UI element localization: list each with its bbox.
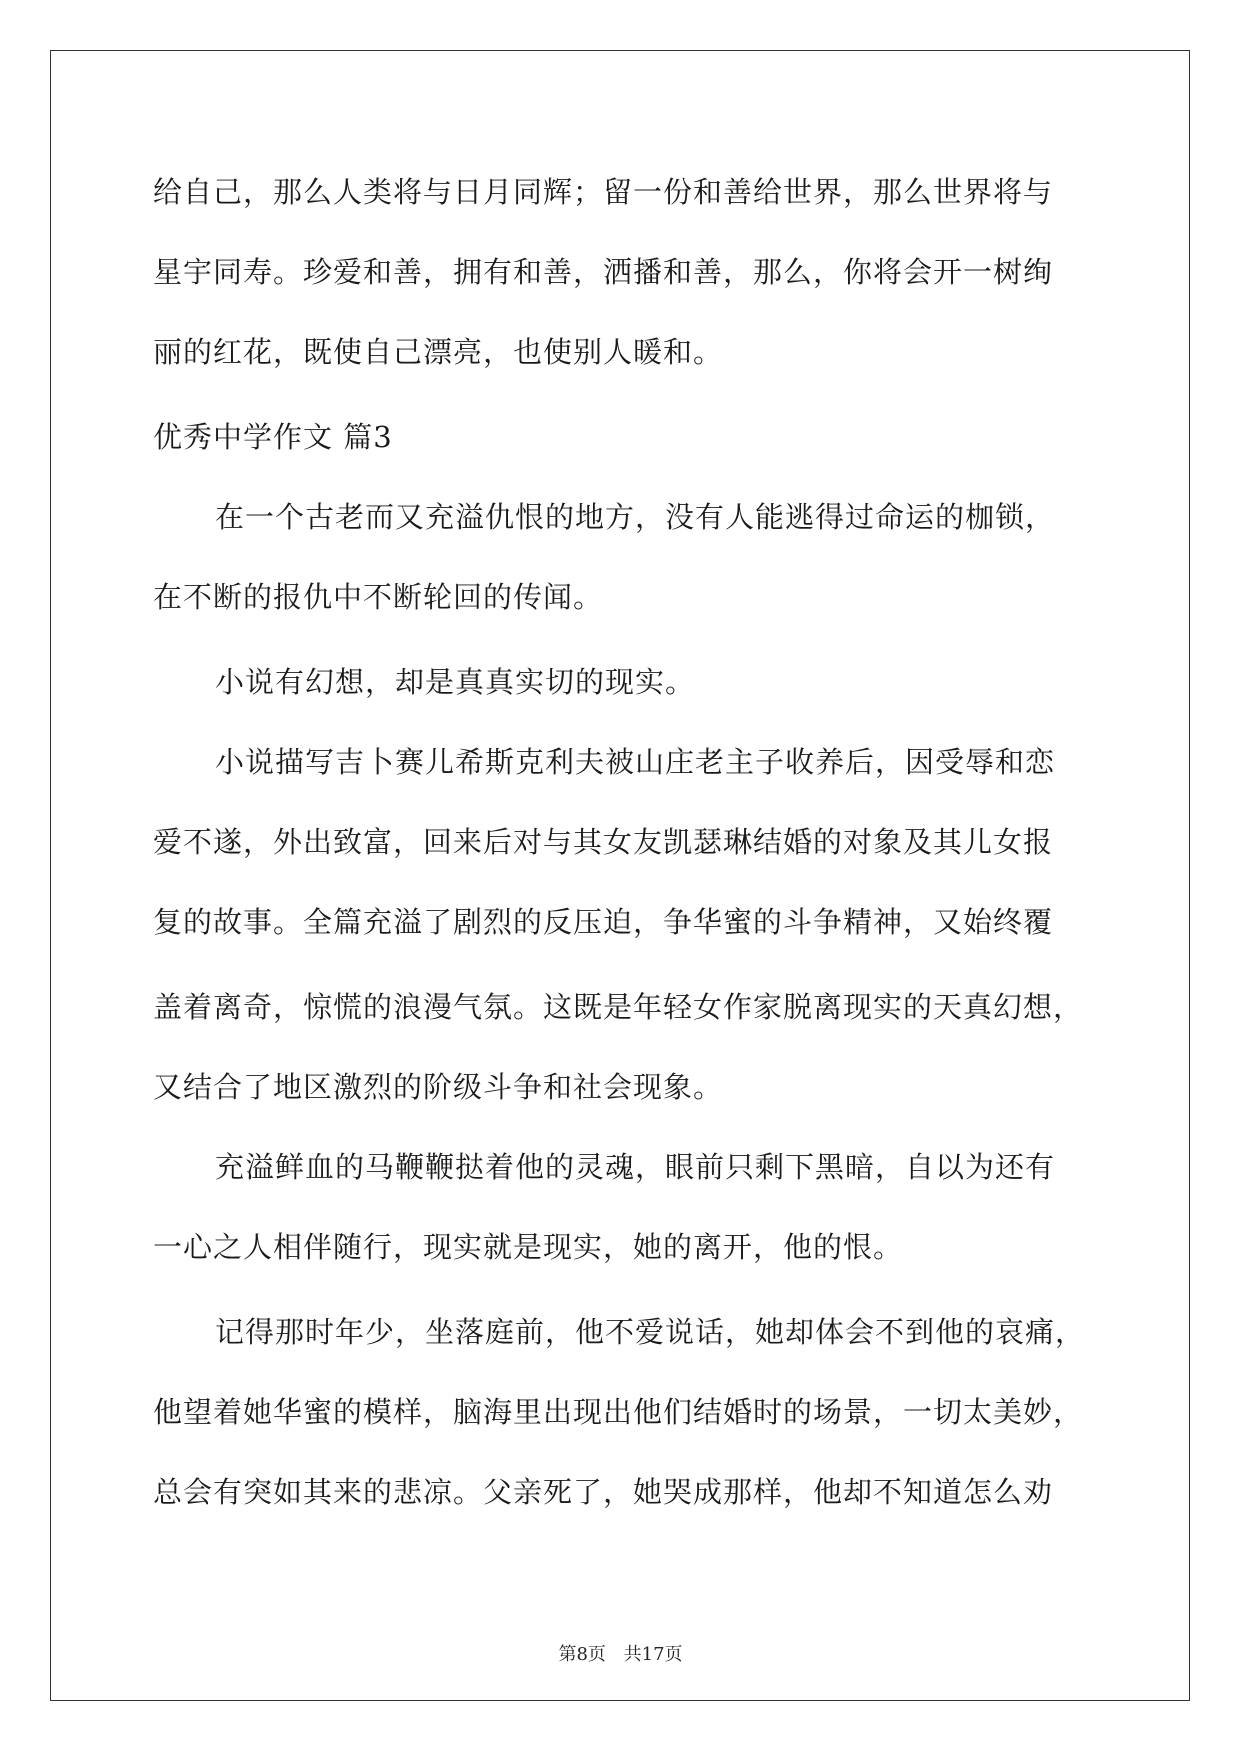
page-total: 共17页 [623, 1644, 683, 1665]
text-line: 盖着离奇，惊慌的浪漫气氛。这既是年轻女作家脱离现实的天真幻想， [153, 990, 1084, 1024]
page-number: 第8页 [558, 1644, 606, 1665]
page-footer [0, 1640, 1241, 1666]
page-border [50, 50, 1190, 1701]
text-line: 复的故事。全篇充溢了剧烈的反压迫，争华蜜的斗争精神，又始终覆 [153, 905, 1054, 939]
text-line: 记得那时年少，坐落庭前，他不爱说话，她却体会不到他的哀痛， [215, 1315, 1086, 1349]
text-line: 他望着她华蜜的模样，脑海里出现出他们结婚时的场景，一切太美妙， [153, 1395, 1084, 1429]
text-line: 给自己，那么人类将与日月同辉；留一份和善给世界，那么世界将与 [153, 175, 1054, 209]
text-line: 在不断的报仇中不断轮回的传闻。 [153, 580, 604, 614]
text-line: 小说描写吉卜赛儿希斯克利夫被山庄老主子收养后，因受辱和恋 [215, 745, 1056, 779]
text-line: 丽的红花，既使自己漂亮，也使别人暖和。 [153, 335, 724, 369]
text-line: 爱不遂，外出致富，回来后对与其女友凯瑟琳结婚的对象及其儿女报 [153, 825, 1054, 859]
section-heading: 优秀中学作文 篇3 [153, 420, 393, 454]
text-line: 在一个古老而又充溢仇恨的地方，没有人能逃得过命运的枷锁， [215, 500, 1056, 534]
text-line: 星宇同寿。珍爱和善，拥有和善，洒播和善，那么，你将会开一树绚 [153, 255, 1054, 289]
text-line: 总会有突如其来的悲凉。父亲死了，她哭成那样，他却不知道怎么劝 [153, 1475, 1054, 1509]
text-line: 小说有幻想，却是真真实切的现实。 [215, 665, 696, 699]
text-line: 又结合了地区激烈的阶级斗争和社会现象。 [153, 1070, 724, 1104]
text-line: 充溢鲜血的马鞭鞭挞着他的灵魂，眼前只剩下黑暗，自以为还有 [215, 1150, 1056, 1184]
text-line: 一心之人相伴随行，现实就是现实，她的离开，他的恨。 [153, 1230, 904, 1264]
